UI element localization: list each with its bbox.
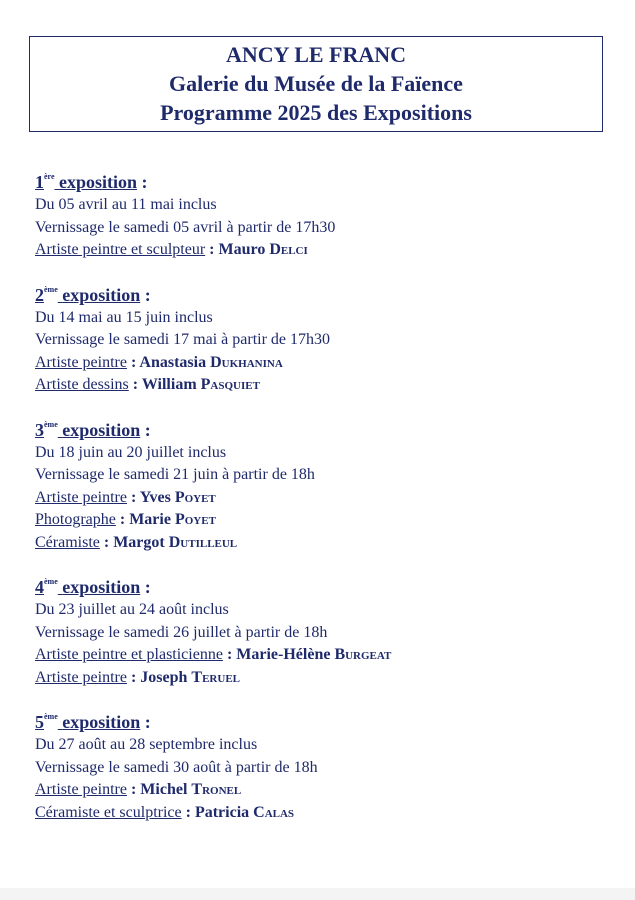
exhibition-block bbox=[35, 170, 615, 262]
ordinal-suffix: ème bbox=[44, 284, 58, 294]
exhibition-dates: Du 14 mai au 15 juin inclus bbox=[35, 308, 213, 326]
role-separator: : bbox=[181, 803, 195, 821]
role-separator: : bbox=[126, 353, 140, 371]
role-separator: : bbox=[126, 668, 141, 686]
artist-last-name: Pasquiet bbox=[200, 376, 260, 393]
artist-role: Artiste dessins bbox=[35, 376, 129, 393]
artist-role: Céramiste et sculptrice bbox=[35, 803, 182, 821]
artist-first-name: Joseph bbox=[140, 668, 192, 686]
vernissage-info: Vernissage le samedi 26 juillet à partir de 18h bbox=[35, 623, 328, 641]
artist-role: Céramiste bbox=[35, 533, 100, 551]
exhibition-block bbox=[35, 575, 615, 689]
artist-role: Artiste peintre bbox=[35, 353, 127, 371]
role-separator: : bbox=[205, 241, 219, 258]
exhibition-dates: Du 27 août au 28 septembre inclus bbox=[35, 736, 258, 753]
ordinal-suffix: ème bbox=[44, 577, 58, 586]
role-separator: : bbox=[115, 511, 130, 528]
artist-line bbox=[35, 802, 615, 825]
exhibition-word: exposition bbox=[62, 577, 141, 597]
heading-colon: : bbox=[140, 284, 151, 305]
artist-first-name: Margot bbox=[113, 533, 169, 551]
exhibition-number: 5 bbox=[35, 712, 44, 732]
vernissage-info: Vernissage le samedi 17 mai à partir de 17h30 bbox=[35, 331, 331, 348]
exhibition-heading bbox=[35, 575, 615, 599]
role-separator: : bbox=[99, 533, 114, 551]
exhibition-block bbox=[35, 283, 615, 397]
artist-first-name: Marie-Hélène bbox=[236, 646, 335, 663]
artist-first-name: Marie bbox=[129, 511, 175, 528]
artist-last-name: Dukhanina bbox=[210, 353, 283, 371]
heading-colon: : bbox=[140, 419, 151, 440]
exhibition-dates: Du 23 juillet au 24 août inclus bbox=[35, 601, 229, 618]
exhibition-word: exposition bbox=[59, 172, 138, 192]
artist-first-name: Yves bbox=[139, 488, 175, 506]
vernissage-info: Vernissage le samedi 21 juin à partir de 18h bbox=[35, 466, 315, 483]
artist-line bbox=[35, 239, 615, 262]
artist-line bbox=[35, 779, 615, 802]
heading-colon: : bbox=[140, 577, 151, 597]
exhibition-dates: Du 18 juin au 20 juillet inclus bbox=[35, 443, 227, 461]
artist-last-name: Dutilleul bbox=[168, 533, 238, 551]
artist-line bbox=[35, 352, 615, 375]
artist-line bbox=[35, 509, 615, 532]
exhibition-heading bbox=[35, 283, 615, 307]
artist-line bbox=[35, 644, 615, 667]
ordinal-suffix: ème bbox=[44, 419, 58, 429]
exhibition-word: exposition bbox=[62, 284, 141, 305]
vernissage-info: Vernissage le samedi 05 avril à partir de 17h30 bbox=[35, 218, 336, 236]
exhibition-heading bbox=[35, 170, 615, 194]
town-title: ANCY LE FRANC bbox=[225, 42, 407, 67]
exhibition-number: 3 bbox=[35, 419, 44, 440]
artist-last-name: Teruel bbox=[191, 668, 240, 686]
artist-last-name: Poyet bbox=[174, 511, 216, 528]
exhibition-number: 4 bbox=[35, 577, 44, 597]
role-separator: : bbox=[128, 376, 142, 393]
role-separator: : bbox=[222, 646, 237, 663]
heading-colon: : bbox=[140, 712, 151, 732]
exhibition-word: exposition bbox=[62, 712, 141, 732]
exhibition-word: exposition bbox=[62, 419, 141, 440]
artist-role: Photographe bbox=[35, 511, 116, 528]
exhibition-number: 2 bbox=[35, 284, 44, 305]
exhibition-number: 1 bbox=[35, 172, 44, 192]
artist-first-name: Anastasia bbox=[139, 353, 211, 371]
artist-last-name: Burgeat bbox=[334, 646, 392, 663]
ordinal-suffix: ère bbox=[44, 172, 55, 181]
exhibition-block bbox=[35, 710, 615, 824]
artist-role: Artiste peintre et sculpteur bbox=[35, 241, 206, 258]
artist-role: Artiste peintre et plasticienne bbox=[35, 646, 223, 663]
page-bottom-edge bbox=[0, 888, 635, 900]
artist-last-name: Delci bbox=[269, 241, 308, 258]
exhibition-heading bbox=[35, 710, 615, 734]
artist-last-name: Calas bbox=[253, 803, 295, 821]
role-separator: : bbox=[126, 781, 141, 798]
ordinal-suffix: ème bbox=[44, 712, 58, 721]
artist-role: Artiste peintre bbox=[35, 781, 127, 798]
artist-first-name: William bbox=[141, 376, 201, 393]
title-box bbox=[29, 36, 603, 132]
role-separator: : bbox=[126, 488, 140, 506]
exhibition-heading bbox=[35, 418, 615, 442]
artist-role: Artiste peintre bbox=[35, 668, 127, 686]
artist-line bbox=[35, 374, 615, 397]
heading-colon: : bbox=[137, 172, 148, 192]
gallery-title: Galerie du Musée de la Faïence bbox=[169, 71, 463, 96]
vernissage-info: Vernissage le samedi 30 août à partir de 18h bbox=[35, 758, 318, 776]
program-title: Programme 2025 des Expositions bbox=[160, 100, 472, 125]
artist-first-name: Patricia bbox=[194, 803, 254, 821]
artist-line bbox=[35, 487, 615, 510]
artist-last-name: Poyet bbox=[174, 488, 216, 506]
artist-role: Artiste peintre bbox=[35, 488, 127, 506]
artist-last-name: Tronel bbox=[191, 781, 242, 798]
artist-line bbox=[35, 532, 615, 555]
exhibition-block bbox=[35, 418, 615, 555]
exhibition-dates: Du 05 avril au 11 mai inclus bbox=[35, 196, 217, 213]
artist-line bbox=[35, 667, 615, 690]
exhibitions-list bbox=[35, 170, 615, 845]
artist-first-name: Michel bbox=[140, 781, 192, 798]
artist-first-name: Mauro bbox=[218, 241, 270, 258]
